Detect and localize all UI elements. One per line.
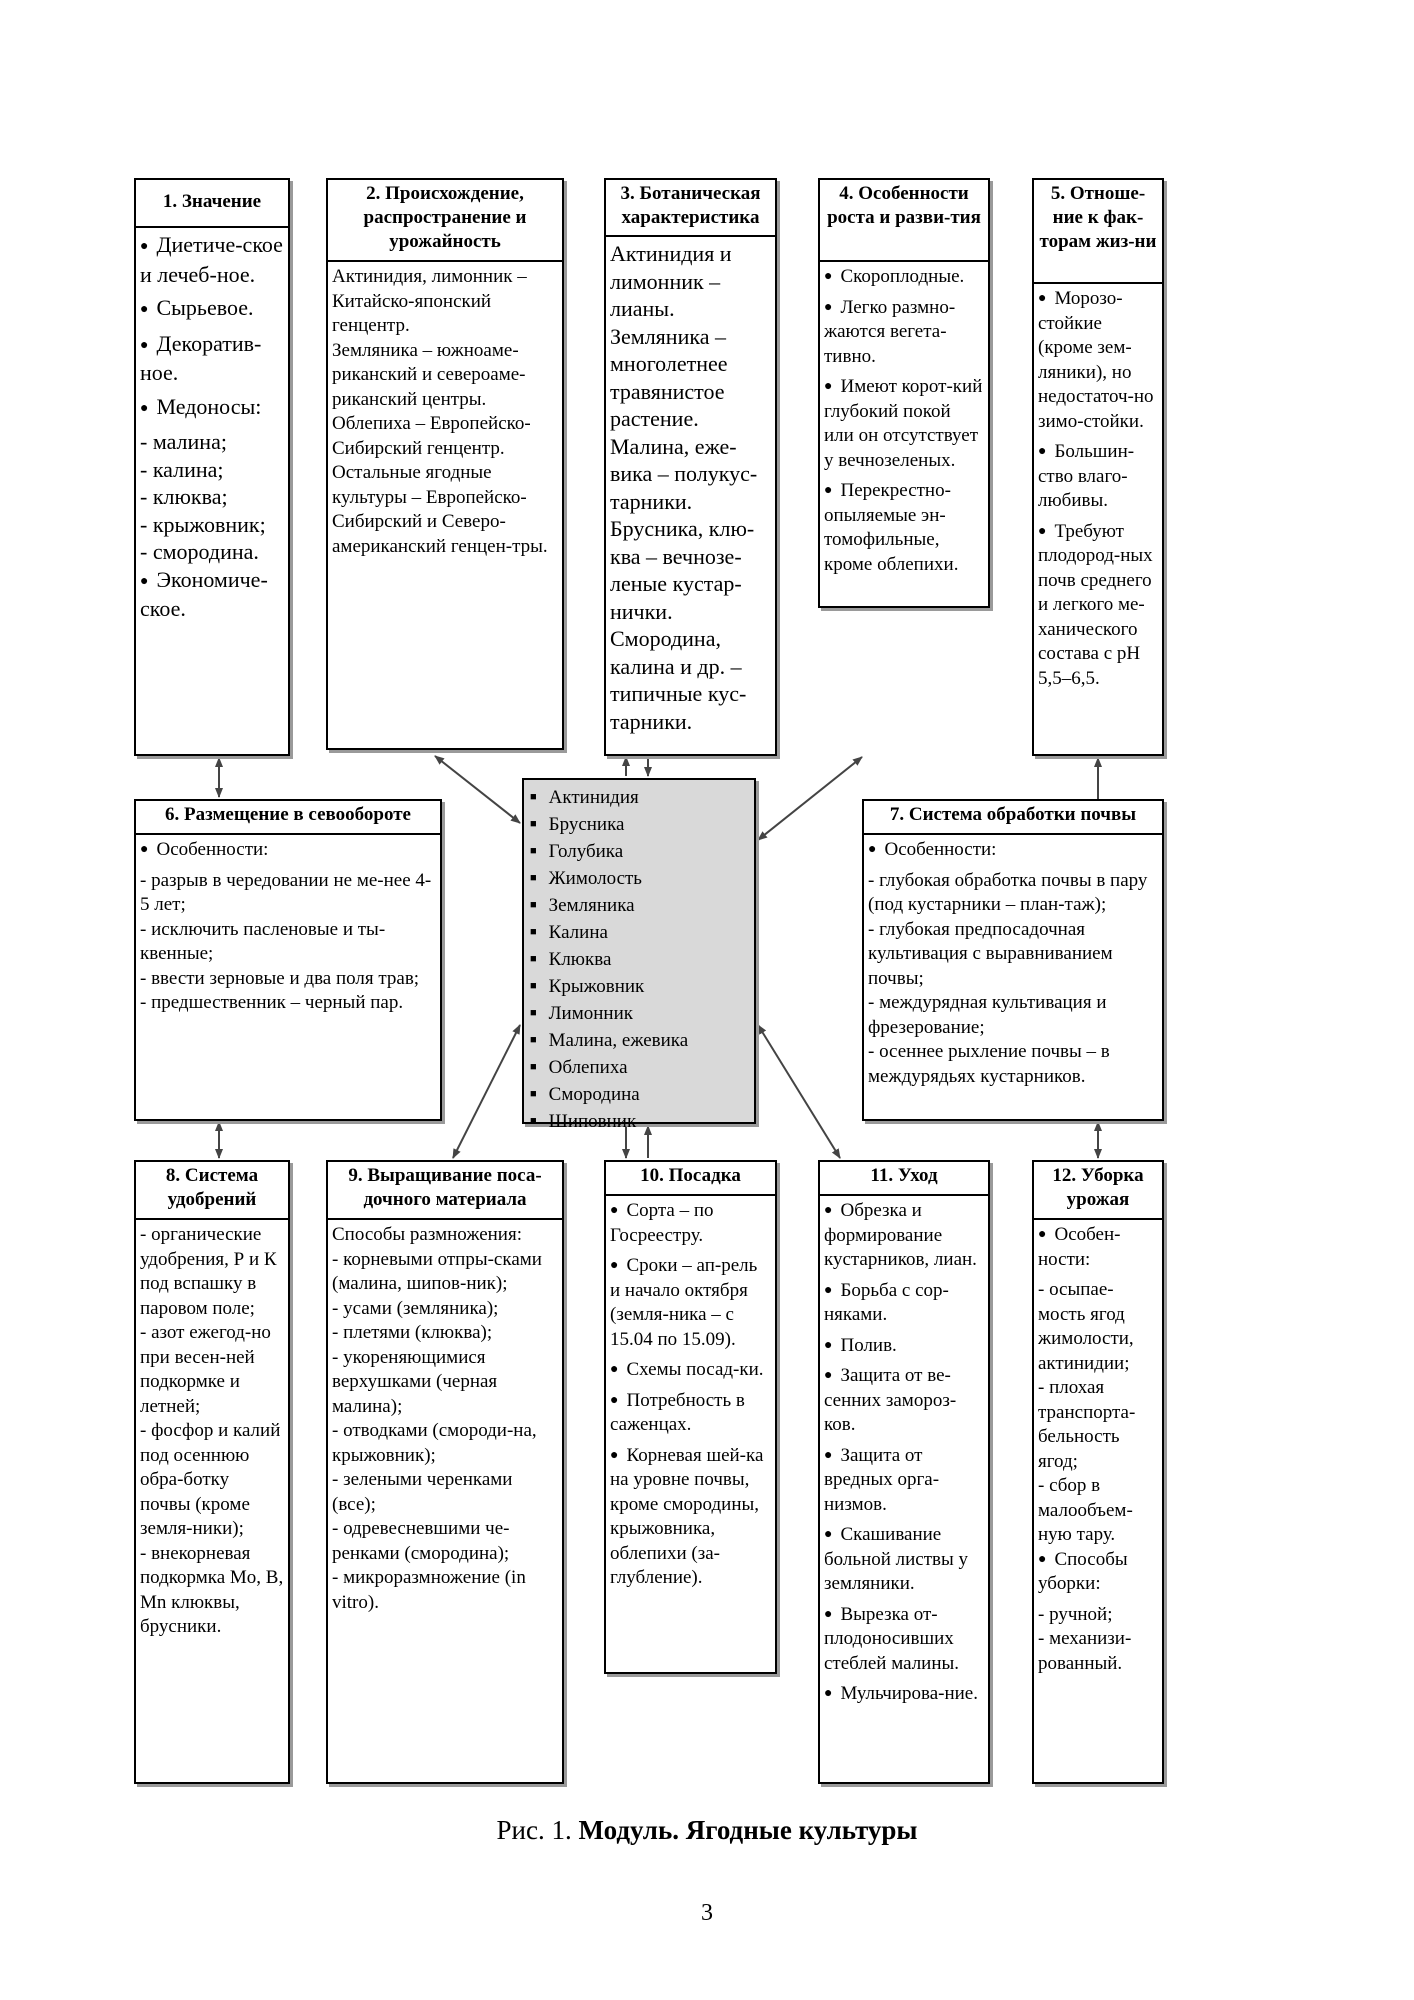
box-item: ● Обрезка и формирование кустарников, лиан. [824, 1199, 984, 1273]
box-item: Земляника – южноаме-риканский и североаме-риканский центры. [332, 339, 526, 410]
crop-list-items [530, 784, 748, 1135]
box-item: Малина, еже-вика – полукус-тарники. [610, 433, 758, 514]
box-item: - предшественник – черный пар. [140, 992, 404, 1013]
box-body [136, 1220, 288, 1644]
box-title: 7. Система обработки почвы [864, 801, 1162, 835]
box-item: - исключить пасленовые и ты-квенные; [140, 918, 386, 964]
box-item: ● Сырьевое. [140, 294, 284, 324]
box-item: - внекорневая подкормка Mo, B, Mn клюквы, брусники. [140, 1542, 284, 1637]
box-item: ● Особенности: [868, 838, 1158, 863]
box-title: 3. Ботаническая характеристика [606, 180, 775, 237]
box-item: Брусника, клю-ква – вечнозе-леные кустар-нички. [610, 516, 755, 624]
arrow-center-b4 [758, 757, 862, 840]
box-item: - малина; [140, 429, 227, 454]
box-item: ● Имеют корот-кий глубокий покой или он отсутствует у вечнозеленых. [824, 375, 984, 473]
box-item: Смородина, калина и др. – типичные кус-тарники. [610, 626, 747, 734]
box-item: - плетями (клюква); [332, 1322, 493, 1343]
box-item: Способы размножения: [332, 1224, 522, 1245]
box-item: Остальные ягодные культуры – Европейско-Сибирский и Северо-американский генцен-тры. [332, 462, 548, 557]
crop-item: ■ Облепиха [530, 1054, 748, 1081]
box-item: - разрыв в чередовании не ме-нее 4-5 лет; [140, 869, 432, 915]
crop-item: ■ Шиповник [530, 1108, 748, 1135]
box-body [328, 262, 562, 563]
box-body [864, 835, 1162, 1093]
box-body [606, 237, 775, 739]
box-item: - корневыми отпры-сками (малина, шипов-ник); [332, 1248, 542, 1294]
box-item: - органические удобрения, Р и К под вспашку в паровом поле; [140, 1224, 277, 1319]
box-body [1034, 1220, 1162, 1680]
box-item: ● Требуют плодород-ных почв среднего и легкого ме-ханического состава с pH 5,5–6,5. [1038, 520, 1158, 692]
box-care [818, 1160, 990, 1784]
box-item: - клюква; [140, 484, 228, 509]
crop-item: ■ Брусника [530, 811, 748, 838]
crop-item: ■ Земляника [530, 892, 748, 919]
box-item: ● Корневая шей-ка на уровне почвы, кроме смородины, крыжовника, облепихи (за-глубление). [610, 1444, 771, 1591]
box-growth [818, 178, 990, 608]
box-item: ● Способы уборки: [1038, 1548, 1158, 1597]
arrow-center-b9 [453, 1025, 520, 1158]
box-item: Актинидия, лимонник – Китайско-японский генцентр. [332, 266, 527, 336]
box-rotation [134, 799, 442, 1121]
box-item: - осыпае-мость ягод жимолости, актинидии; [1038, 1279, 1134, 1374]
box-title: 5. Отноше-ние к фак-торам жиз-ни [1034, 180, 1162, 284]
box-body [1034, 284, 1162, 701]
box-item: Актинидия и лимонник – лианы. [610, 241, 732, 321]
box-item: - осеннее рыхление почвы – в междурядьях кустарников. [868, 1041, 1110, 1087]
caption-prefix: Рис. 1. [496, 1815, 572, 1845]
box-item: ● Легко размно-жаются вегета-тивно. [824, 296, 984, 370]
box-origin [326, 178, 564, 750]
box-title: 9. Выращивание поса-дочного материала [328, 1162, 562, 1220]
box-planting [604, 1160, 777, 1674]
caption-title: Модуль. Ягодные культуры [578, 1815, 918, 1845]
box-botanical [604, 178, 777, 756]
box-item: ● Полив. [824, 1334, 984, 1359]
crop-item: ■ Малина, ежевика [530, 1027, 748, 1054]
box-item: ● Потребность в саженцах. [610, 1389, 771, 1438]
box-item: ● Медоносы: [140, 393, 284, 423]
box-item: ● Мульчирова-ние. [824, 1682, 984, 1707]
box-factors [1032, 178, 1164, 756]
crop-item: ■ Калина [530, 919, 748, 946]
box-item: - одревесневшими че-ренками (смородина); [332, 1518, 510, 1564]
box-title: 6. Размещение в севообороте [136, 801, 440, 835]
arrow-center-b2 [435, 756, 520, 823]
box-item: - плохая транспорта-бельность ягод; [1038, 1377, 1136, 1472]
box-item: - смородина. [140, 539, 259, 564]
box-item: - глубокая обработка почвы в пару (под кустарники – план-таж); [868, 869, 1148, 915]
box-item: Облепиха – Европейско-Сибирский генцентр. [332, 413, 531, 459]
box-body [136, 228, 288, 633]
box-title: 2. Происхождение, распространение и урожайность [328, 180, 562, 262]
box-item: ● Декоратив-ное. [140, 330, 284, 387]
box-harvest [1032, 1160, 1164, 1784]
box-significance [134, 178, 290, 756]
box-item: ● Защита от вредных орга-низмов. [824, 1444, 984, 1518]
crop-item: ■ Смородина [530, 1081, 748, 1108]
box-title: 1. Значение [136, 180, 288, 228]
crop-item: ■ Жимолость [530, 865, 748, 892]
crop-item: ■ Крыжовник [530, 973, 748, 1000]
arrow-center-b11 [758, 1025, 840, 1158]
crop-item: ■ Голубика [530, 838, 748, 865]
crop-list [522, 778, 756, 1132]
box-tillage [862, 799, 1164, 1121]
box-body [136, 835, 440, 1020]
box-item: - азот ежегод-но при весен-ней подкормке и летней; [140, 1322, 271, 1417]
box-item: - микроразмножение (in vitro). [332, 1567, 526, 1613]
box-item: ● Сорта – по Госреестру. [610, 1199, 771, 1248]
box-title: 4. Особенности роста и разви-тия [820, 180, 988, 262]
box-item: ● Большин-ство влаго-любивы. [1038, 440, 1158, 514]
box-item: ● Особенности: [140, 838, 436, 863]
box-item: - крыжовник; [140, 511, 266, 537]
box-body [606, 1196, 775, 1601]
box-item: - отводками (смороди-на, крыжовник); [332, 1420, 537, 1466]
box-item: - механизи-рованный. [1038, 1628, 1132, 1674]
box-item: - фосфор и калий под осеннюю обра-ботку почвы (кроме земля-ники); [140, 1420, 281, 1539]
box-item: - ручной; [1038, 1603, 1113, 1625]
box-item: - укореняющимися верхушками (черная малина); [332, 1346, 498, 1417]
page-number: 3 [701, 1900, 713, 1926]
box-body [820, 262, 988, 587]
box-item: - калина; [140, 456, 224, 482]
box-item: - ввести зерновые и два поля трав; [140, 967, 420, 989]
box-item: ● Диетиче-ское и лечеб-ное. [140, 231, 284, 288]
box-item: ● Скороплодные. [824, 265, 984, 290]
box-propagation [326, 1160, 564, 1784]
box-item: - усами (земляника); [332, 1297, 499, 1319]
crop-item: ■ Актинидия [530, 784, 748, 811]
box-fertilizer [134, 1160, 290, 1784]
box-item: ● Защита от ве-сенних замороз-ков. [824, 1364, 984, 1438]
box-title: 10. Посадка [606, 1162, 775, 1196]
box-item: - междурядная культивация и фрезерование; [868, 992, 1107, 1038]
box-body [820, 1196, 988, 1717]
box-item: ● Экономиче-ское. [140, 566, 284, 623]
crop-item: ■ Клюква [530, 946, 748, 973]
box-item: ● Морозо-стойкие (кроме зем-ляники), но недостаточ-но зимо-стойки. [1038, 287, 1158, 434]
box-title: 11. Уход [820, 1162, 988, 1196]
box-body [328, 1220, 562, 1619]
box-item: ● Вырезка от-плодоносивших стеблей малины. [824, 1603, 984, 1677]
box-title: 12. Уборка урожая [1034, 1162, 1162, 1220]
box-item: ● Особен-ности: [1038, 1223, 1158, 1272]
box-item: - сбор в малообъем-ную тару. [1038, 1475, 1133, 1545]
box-item: ● Скашивание больной листвы у земляники. [824, 1523, 984, 1597]
box-item: ● Перекрестно-опыляемые эн-томофильные, кроме облепихи. [824, 479, 984, 577]
box-item: - глубокая предпосадочная культивация с выравниванием почвы; [868, 918, 1113, 989]
box-title: 8. Система удобрений [136, 1162, 288, 1220]
box-item: ● Сроки – ап-рель и начало октября (земля-ника – с 15.04 по 15.09). [610, 1254, 771, 1352]
box-item: - зелеными черенками (все); [332, 1469, 513, 1515]
box-item: ● Схемы посад-ки. [610, 1358, 771, 1383]
figure-caption [0, 1815, 1414, 1846]
crop-item: ■ Лимонник [530, 1000, 748, 1027]
box-item: Земляника – многолетнее травянистое растение. [610, 323, 728, 431]
box-item: ● Борьба с сор-няками. [824, 1279, 984, 1328]
